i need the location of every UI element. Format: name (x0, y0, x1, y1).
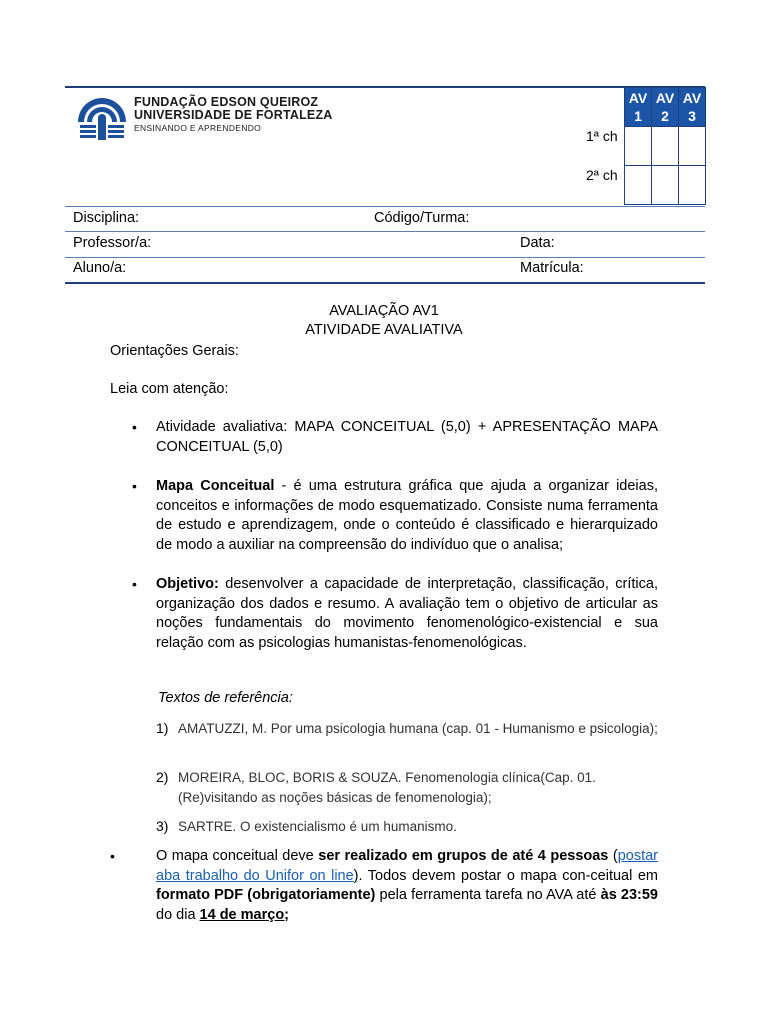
page-title: AVALIAÇÃO AV1 (329, 303, 439, 319)
leia-heading: Leia com atenção: (110, 381, 229, 397)
bullet-instructions: O mapa conceitual deve ser realizado em grupos de até 4 pessoas (postar aba trabalho do Unifor on line). Todos devem postar o mapa con-ceitual em formato PDF (obrigatoriamente) pela ferramenta tarefa no AVA até às 23:59 do dia 14 de março; (156, 848, 659, 923)
form-rule (65, 206, 705, 207)
grade-row-label-2: 2ª ch (586, 166, 618, 183)
grade-cell[interactable] (679, 166, 706, 205)
grade-header-av2: AV 2 (652, 88, 679, 127)
reference-item: AMATUZZI, M. Por uma psicologia humana (cap. 01 - Humanismo e psicologia); (178, 721, 658, 736)
field-professor: Professor/a: (73, 235, 152, 251)
bullet-activity: Atividade avaliativa: MAPA CONCEITUAL (5,0) + APRESENTAÇÃO MAPA CONCEITUAL (5,0) (156, 419, 658, 455)
grade-cell[interactable] (625, 166, 652, 205)
bullet-dot: • (132, 478, 137, 494)
orientacoes-heading: Orientações Gerais: (110, 343, 239, 359)
field-data: Data: (520, 235, 555, 251)
form-rule (65, 257, 705, 258)
unifor-online-link[interactable]: postar aba trabalho do Unifor on line (156, 848, 659, 884)
grade-cell[interactable] (625, 127, 652, 166)
bullet-dot: • (110, 848, 115, 864)
field-aluno: Aluno/a: (73, 260, 127, 276)
form-rule (65, 231, 705, 232)
bullet-objetivo: Objetivo: desenvolver a capacidade de interpretação, classificação, crítica, organização dos dados e resumo. A avaliação tem o objetivo de articular as noções fundamentais do movimento fenomenológico-existencial e sua relação com as psicologias humanistas-fenomenológicas. (156, 576, 658, 651)
reference-item: SARTRE. O existencialismo é um humanismo. (178, 819, 457, 834)
form-bottom-rule (65, 282, 705, 284)
bullet-mapa-conceitual: Mapa Conceitual - é uma estrutura gráfica que ajuda a organizar ideias, conceitos e informações de modo esquematizado. Consiste numa ferramenta de estudo e aprendizagem, onde o conteúdo é classificado e hierarquizado de modo a auxiliar na compreensão do indivíduo que o analisa; (156, 478, 658, 553)
field-matricula: Matrícula: (520, 260, 584, 276)
grade-header-av1: AV 1 (625, 88, 652, 127)
ref-number: 3) (156, 818, 169, 834)
logo-slogan: ENSINANDO E APRENDENDO (134, 123, 262, 133)
grade-table (582, 87, 706, 205)
grade-cell[interactable] (652, 166, 679, 205)
reference-item: MOREIRA, BLOC, BORIS & SOUZA. Fenomenologia clínica(Cap. 01. (Re)visitando as noções básicas de fenomenologia); (178, 770, 596, 805)
ref-number: 2) (156, 769, 169, 785)
university-logo (74, 90, 333, 150)
grade-cell[interactable] (652, 127, 679, 166)
bullet-dot: • (132, 419, 137, 435)
textos-referencia-heading: Textos de referência: (158, 690, 293, 706)
logo-university-name: UNIVERSIDADE DE FORTALEZA (134, 108, 333, 122)
field-codigo-turma: Código/Turma: (374, 210, 470, 226)
grade-row-label-1: 1ª ch (586, 127, 618, 144)
university-emblem-icon (74, 92, 130, 148)
bullet-dot: • (132, 576, 137, 592)
page-subtitle: ATIVIDADE AVALIATIVA (305, 322, 463, 338)
grade-header-av3: AV 3 (679, 88, 706, 127)
logo-foundation-name: FUNDAÇÃO EDSON QUEIROZ (134, 95, 319, 109)
grade-cell[interactable] (679, 127, 706, 166)
field-disciplina: Disciplina: (73, 210, 140, 226)
ref-number: 1) (156, 720, 169, 736)
